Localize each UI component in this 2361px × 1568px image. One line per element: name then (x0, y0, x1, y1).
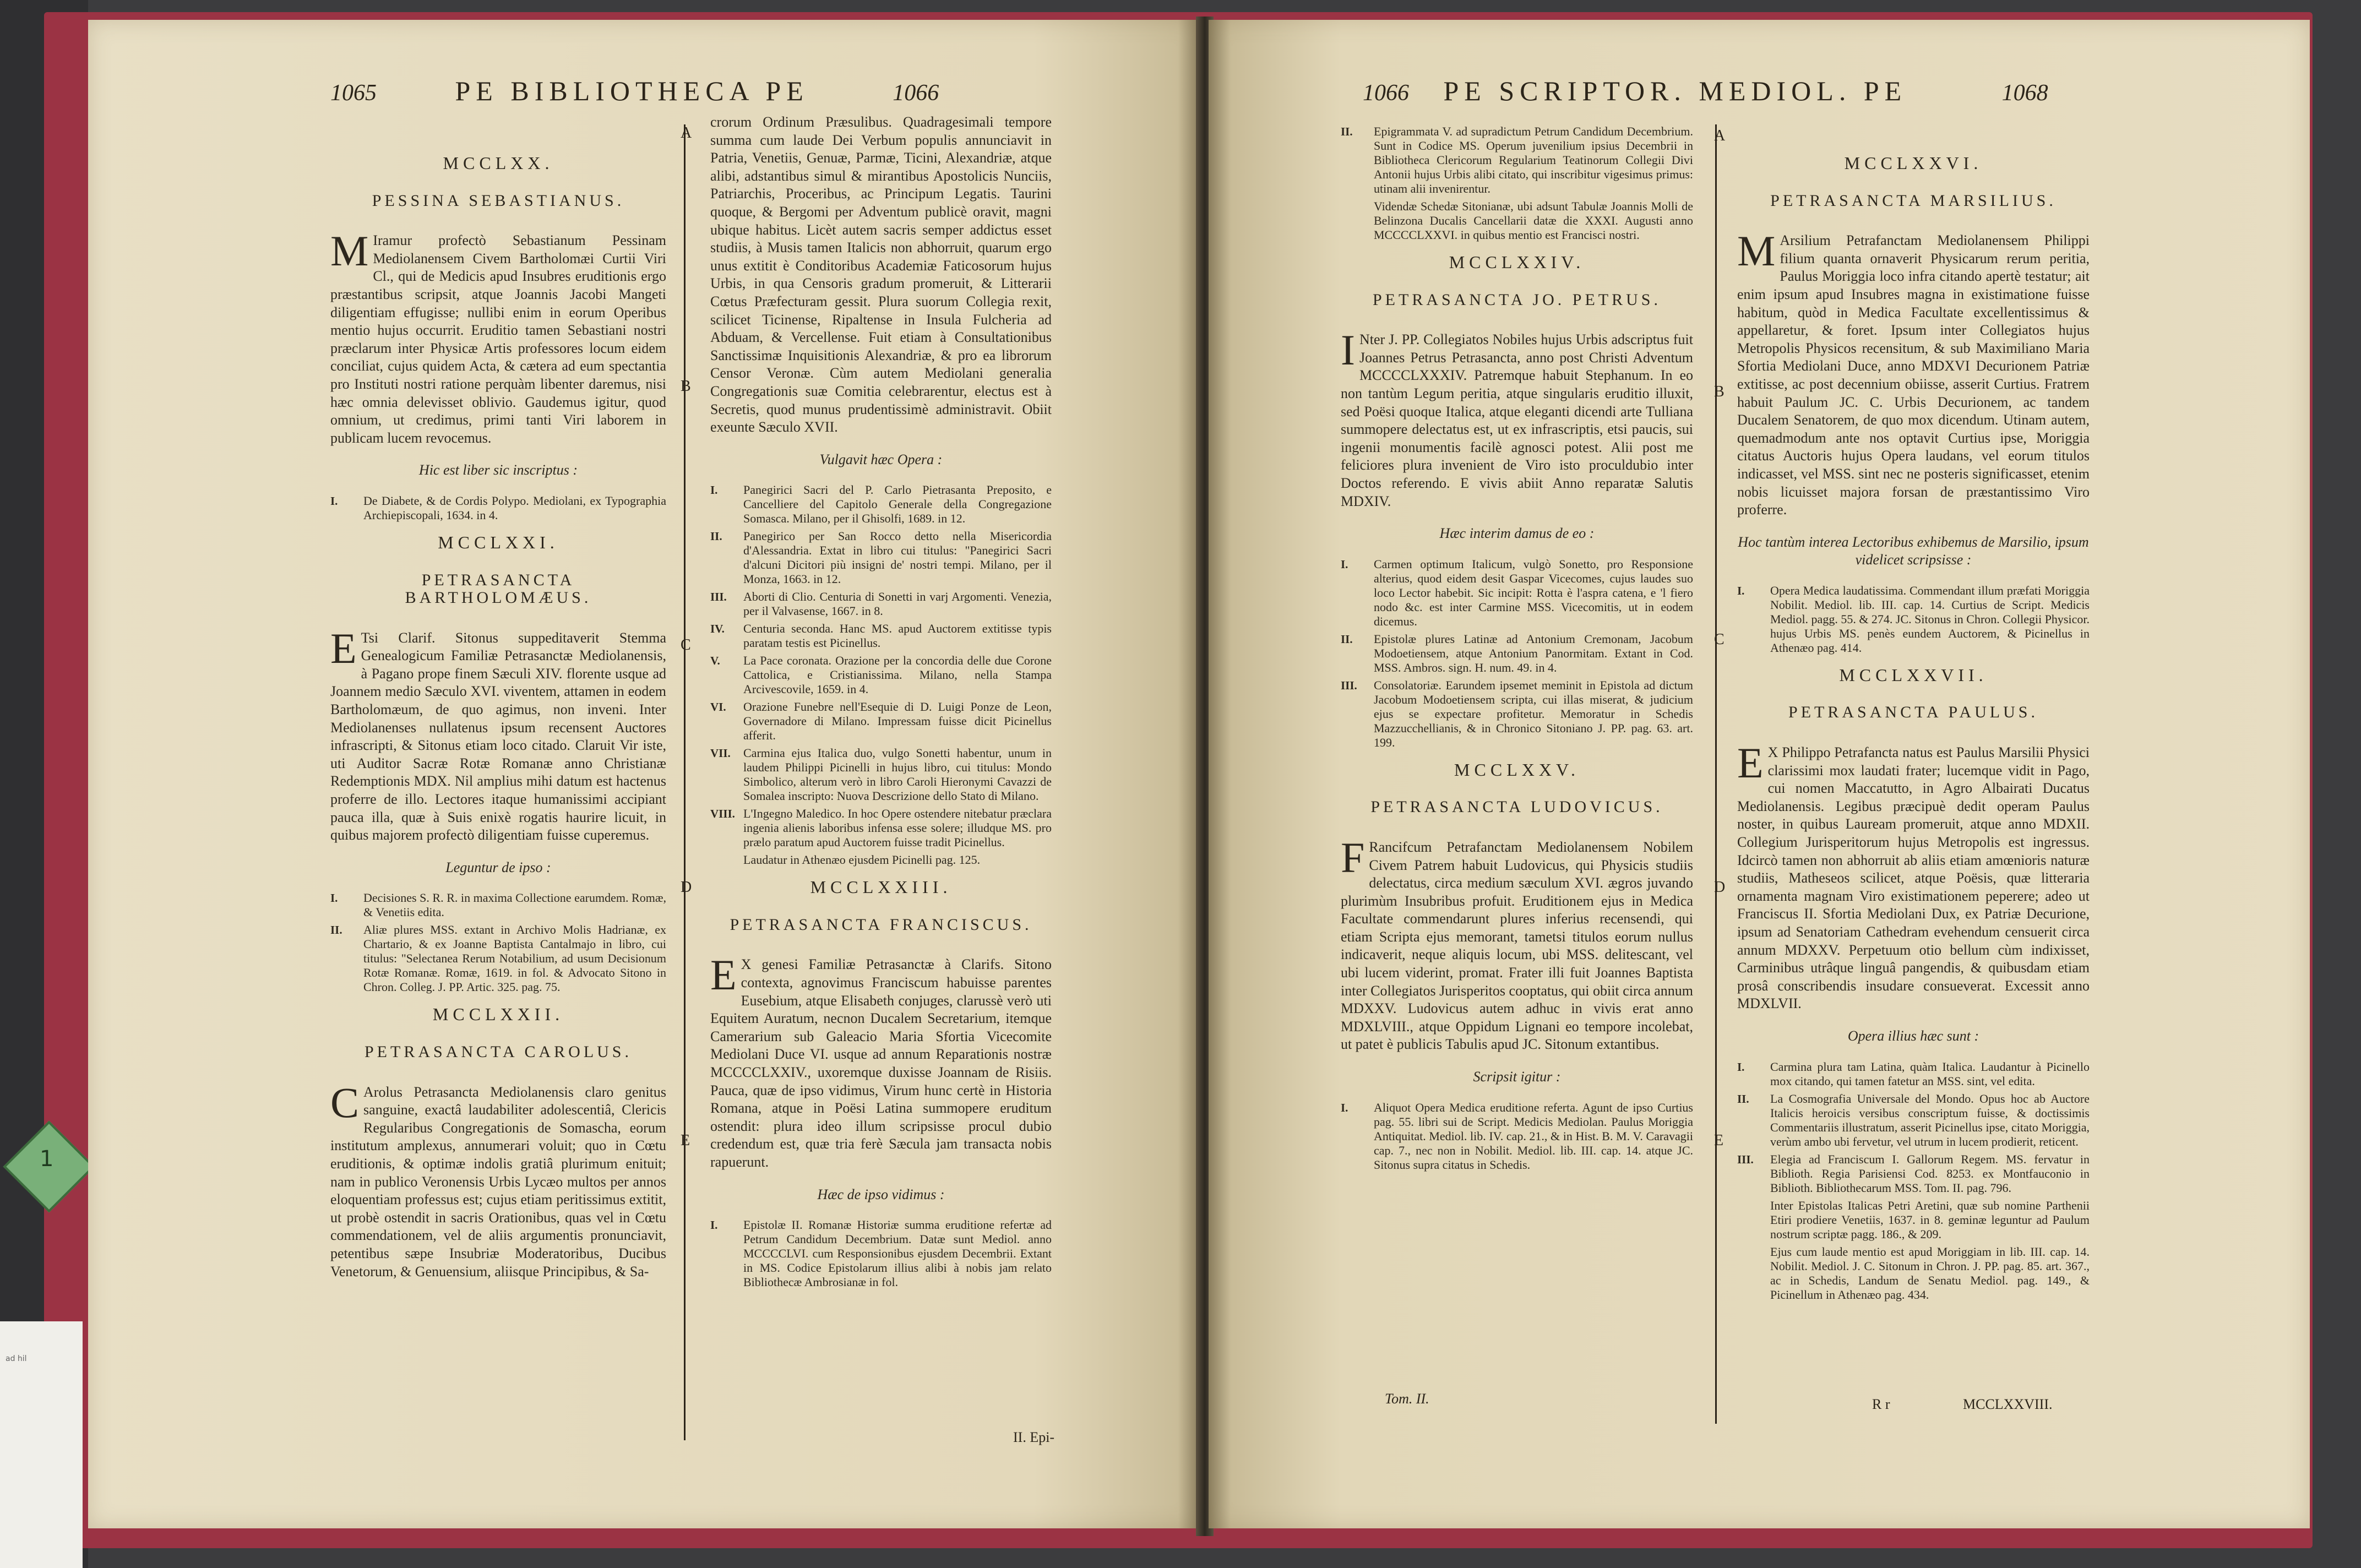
slip-label: ad hil (6, 1354, 27, 1363)
list-item: Inter Epistolas Italicas Petri Aretini, quæ sub nomine Parthenii Etiri prodiere Venetiis, 1637. in 8. geminæ leguntur ad Paulum nostrum scriptæ pagg. 186., & 209. (1770, 1198, 2090, 1241)
margin-letter-e: E (681, 1132, 690, 1149)
entry-body: C Arolus Petrasancta Mediolanensis claro genitus sanguine, exactâ laudabiliter adolescentiâ, Clericis Regularibus Congregationis de Somascha, eorum institutum amplexus, annumerari voluit; quo in Cœtu eruditionis, & optimæ indolis gratiâ plurimum enituit; nam in publico Veronensis Urbis Lycæo multos per annos eloquentiam professus est; cujus etiam peritissimus extitit, ut probè ostendit in sacris Orationibus, quas vel in Cœtu commendationem, vel de aliis argumentis pronunciavit, petentibus sæpe Insubriæ Moderatoribus, Ducibus Venetorum, & Genuensium, aliisque Principibus, & Sa- (330, 1078, 666, 1280)
works-list (330, 891, 666, 994)
entry-body: I Nter J. PP. Collegiatos Nobiles hujus Urbis adscriptus fuit Joannes Petrus Petrasancta, anno post Christi Adventum MCCCCLXXXIV. Patremque habuit Stephanum. In eo non tantùm Legum peritia, atque singularis eruditio illuxit, sed Poësi quoque Italica, atque eleganti dicendi arte Tulliana summopere delectatus est, ut ex infrascriptis, etsi paucis, sui ingenii monumentis facilè agnosci potest. Alii post me feliciores plura invenient de Viro isto proculdubio inter Doctos referendo. E vivis abiit Anno reparatæ Salutis MDXIV. (1341, 326, 1693, 509)
entry-body: E X genesi Familiæ Petrasanctæ à Clarifs. Sitono contexta, agnovimus Franciscum habuisse parentes Eusebium, atque Elisabeth conjuges, clarussè verò uti Equitem Auratum, necnon Ducalem Secretarium, itemque Camerarium sub Galeacio Maria Sfortia Vicecomite Mediolani Duce VI. usque ad annum Reparationis nostræ MCCCCLXXIV., uxoremque duxisse Joannam de Risiis. Pauca, quæ de ipso vidimus, Virum hunc certè in Historia Romana, atque in Poësi Latina summopere eruditum ostendit: plura ideo illum scripsisse procul dubio credendum est, quæ tria ferè Sæcula jam transacta nobis rapuerunt. (710, 951, 1052, 1170)
laudatur-line: Laudatur in Athenæo ejusdem Picinelli pag. 125. (743, 853, 981, 867)
list-item: VIII. L'Ingegno Maledico. In hoc Opere ostendere nitebatur præclara ingenia alienis laboribus infensa esse solere; illudque MS. pro prælo paratum apud Auctorem fuisse tradit Picinellus. (710, 807, 1052, 850)
list-item: I. Carmina plura tam Latina, quàm Italica. Laudantur à Picinello mox citando, qui tamen fatetur an MSS. sint, vel edita. (1737, 1059, 2090, 1088)
left-page (88, 20, 1200, 1528)
subheading: Scripsit igitur : (1473, 1069, 1561, 1085)
entry-body: E X Philippo Petrafancta natus est Paulus Marsilii Physici clarissimi mox laudati frater; lucemque vidit in Pago, cui nomen Maccatutto, in Agro Albairati Ducatus Mediolanensis. Legibus præcipuè dedit operam Paulus noster, in quibus Lauream promeruit, atque anno MDXII. Collegium Jurisperitorum hujus Metropolis est ingressus. Idcircò tamen non abhorruit ab aliis etiam amœnioris naturæ studiis, Matheseos scilicet, atque Poësis, quæ litteraria ornamenta magnam Viro existimationem peperere; adeo ut Franciscus II. Sfortia Mediolani Dux, ex Patriæ Decurione, ipsum ad Senatoriam Cathedram evehendum censuerit circa annum MDXXV. Perpetuum otio bellum cùm indixisset, Carminibus utrâque linguâ pangendis, & quibusdam etiam prosâ conscribendis insudare consueverat. Excessit anno MDXLVII. (1737, 739, 2090, 1012)
list-item: I. Panegirici Sacri del P. Carlo Pietrasanta Preposito, e Cancelliere del Capitolo Generale della Congregazione Somasca. Milano, per il Ghisolfi, 1689. in 12. (710, 483, 1052, 526)
drop-capital: M (330, 227, 369, 275)
drop-capital: E (1737, 739, 1764, 787)
margin-letter-e: E (1714, 1132, 1724, 1149)
entry-title: PETRASANCTA PAULUS. (1788, 703, 2038, 722)
list-item: II. Panegirico per San Rocco detto nella Misericordia d'Alessandria. Extat in libro cui titulus: "Panegirici Sacri d'alcuni Dicitori più insigni de' nostri tempi. Milano, per il Monza, 1663. in 12. (710, 529, 1052, 586)
running-title: PE SCRIPTOR. MEDIOL. PE (1443, 75, 1907, 106)
left-column-1 (330, 146, 666, 1291)
signature-mark: R r (1872, 1396, 1890, 1412)
works-list (1341, 1101, 1693, 1172)
subheading: Hic est liber sic inscriptus : (418, 462, 578, 478)
volume-signature: Tom. II. (1385, 1391, 1429, 1407)
right-column-1 (1341, 124, 1693, 1183)
works-list (1341, 124, 1693, 242)
page-number-1066: 1066 (1363, 80, 1409, 106)
margin-letter-b: B (1714, 383, 1724, 400)
drop-capital: I (1341, 326, 1355, 374)
list-item: IV. Centuria seconda. Hanc MS. apud Auctorem extitisse typis paratam testis est Picinellus. (710, 622, 1052, 650)
entry-title: PETRASANCTA BARTHOLOMÆUS. (405, 570, 592, 607)
works-list (1737, 584, 2090, 655)
drop-capital: M (1737, 227, 1776, 275)
running-title: PE BIBLIOTHECA PE (455, 75, 809, 106)
entry-title: PESSINA SEBASTIANUS. (372, 191, 625, 210)
catchword: II. Epi- (1013, 1429, 1055, 1445)
right-column-2 (1737, 146, 2090, 1313)
subheading: Hoc tantùm interea Lectoribus exhibemus de Marsilio, ipsum videlicet scripsisse : (1738, 533, 2089, 568)
list-item: III. Consolatoriæ. Earundem ipsemet meminit in Epistola ad dictum Jacobum Modoetiensem scripta, cui illas miserat, & judicium ejus se expectare profitetur. Memoratur in Schedis Mazzucchellianis, & in Chronico Sitoniano J. PP. pag. 63. art. 199. (1341, 678, 1693, 749)
entry-body: crorum Ordinum Præsulibus. Quadragesimali tempore summa cum laude Dei Verbum populis annunciavit in Patria, Venetiis, Genuæ, Parmæ, Ticini, Alexandriæ, atque alibi, adstantibus simul & mirantibus Apostolicis Nunciis, Patriarchis, Proceribus, ac Principum Legatis. Taurini quoque, & Bergomi per Adventum publicè oravit, magni ubique habitus. Licèt autem sacris semper addictus esset studiis, à Musis tamen Italicis non abhorruit, quarum ergo unus extitit è Conditoribus Academiæ Faticosorum hujus Urbis, in qua Censoris gradum promeruit, & Litterarii Cœtus Præfecturam gessit. Plura suorum Collegia rexit, scilicet Ticinense, Ripaltense in Insula Fulcheria ad Abduam, & Vercellense. Fuit etiam à Consultationibus Sanctissimæ Inquisitionis Alexandriæ, & pro ea librorum Censor Veronæ. Cùm autem Mediolani generalia Congregationis suæ Comitia celebrarentur, electus est à Secretis, quod munus prudentissimè administravit. Obiit exeunte Sæculo XVII. (710, 114, 1052, 435)
margin-letter-c: C (1714, 631, 1724, 648)
entry-number: MCCLXXVII. (1839, 665, 1988, 685)
subheading: Leguntur de ipso : (445, 859, 551, 875)
works-list (1341, 557, 1693, 750)
margin-letter-a: A (1714, 127, 1726, 144)
list-item: VII. Carmina ejus Italica duo, vulgo Sonetti habentur, unum in laudem Philippi Picinelli in hujus libro, cui titulus: Mondo Simbolico, alterum verò in libro Caroli Hieronymi Cavazzi de Somalea inscripto: Nuova Descrizione dello Stato di Milano. (710, 746, 1052, 803)
works-list (330, 494, 666, 522)
list-item: VI. Orazione Funebre nell'Esequie di D. Luigi Ponze de Leon, Governadore di Milano. Impressam fuisse dicit Picinellus afferit. (710, 700, 1052, 743)
list-item: II. Epistolæ plures Latinæ ad Antonium Cremonam, Jacobum Modoetiensem, atque Antonium Panormitam. Extant in Cod. MSS. Ambros. sign. H. num. 49. in 4. (1341, 631, 1693, 674)
drop-capital: E (710, 951, 737, 999)
list-item: II. La Cosmografia Universale del Mondo. Opus hoc ab Auctore Italicis heroicis versibus conscriptum fuisse, & doctissimis Commentariis illustratum, asserit Picinellus ipse, citato Moriggia, verùm ambo ubi fervetur, vel utrum in lucem prodierit, reticent. (1737, 1091, 2090, 1148)
entry-body: M Iramur profectò Sebastianum Pessinam Mediolanensem Civem Bartholomæi Curtii Viri Cl., qui de Medicis apud Insubres eruditionis ergo præstantibus scripsit, atque Joannis Jacobi Mangeti diligentiam effugisse; nullibi enim in eorum Operibus mentio hujus occurrit. Eruditio tamen Sebastiani nostri præclarum inter Physicæ Artis professores locum eidem conciliat, cujus quidem Acta, & cætera ad eum spectantia pro Instituti nostri ratione perquàm libenter daremus, nisi hæc omnia delevisset oblivio. Gaudemus igitur, quod omnium, ut credimus, primi tanti Viri laborem in publicam lucem revocemus. (330, 227, 666, 446)
works-list (710, 483, 1052, 867)
drop-capital: C (330, 1078, 360, 1126)
page-number-1066: 1066 (893, 80, 939, 106)
entry-number: MCCLXXVI. (1844, 153, 1983, 173)
tab-label: 1 (40, 1146, 54, 1172)
column-rule (684, 124, 686, 1440)
list-item: Videndæ Schedæ Sitonianæ, ubi adsunt Tabulæ Joannis Molli de Belinzona Ducalis Cancellarii datæ die XXXI. Augusti anno MCCCCLXXVI. in quibus mentio est Francisci nostri. (1374, 199, 1693, 242)
entry-title: PETRASANCTA CAROLUS. (365, 1043, 632, 1061)
list-item: II. Epigrammata V. ad supradictum Petrum Candidum Decembrium. Sunt in Codice MS. Operum juvenilium ipsius Decembrii in Bibliotheca Clericorum Regularium Teatinorum Collegii Divi Antonii hujus Urbis alibi citato, qui inscribitur vigesimus primus: utinam alii invenirentur. (1341, 124, 1693, 195)
left-column-2 (710, 113, 1052, 1300)
list-item: III. Aborti di Clio. Centuria di Sonetti in varj Argomenti. Venezia, per il Valvasense, 1667. in 8. (710, 590, 1052, 618)
entry-number: MCCLXXII. (432, 1004, 564, 1025)
margin-letter-d: D (681, 879, 692, 896)
list-item: V. La Pace coronata. Orazione per la concordia delle due Corone Cattolica, e Cristianissima. Milano, nella Stampa Arcivescovile, 1659. in 4. (710, 654, 1052, 696)
entry-title: PETRASANCTA MARSILIUS. (1770, 191, 2057, 210)
entry-number: MCCLXX. (443, 153, 554, 173)
page-number-1068: 1068 (2001, 80, 2048, 106)
entry-body: M Arsilium Petrafanctam Mediolanensem Philippi filium quanta ornaverit Physicarum rerum peritia, Paulus Moriggia loco infra citando apertè testatur; ait enim ipsum apud Insubres magna in existimatione fuisse habitum, quòd in Medica Facultate excellentissimus & appellaretur, & foret. Ipsum inter Collegiatos hujus Metropolis Physicos recensitum, & sub Maximiliano Maria Sfortia Mediolani Duce, anno MDXVI Decurionem Patriæ extitisse, ac post decennium obiisse, asserit Curtius. Fratrem habuit Paulum JC. C. Urbis Decurionem, ac tandem Ducalem Senatorem, de quo mox dicendum. Utinam autem, quemadmodum ante nos optavit Curtius ipse, Moriggia citatus Auctoris hujus Opera laudans, vel eorum titulos indicasset, vel MSS. sint nec ne posteris significasset, etenim nobis licuisset majora forsan de præstantissimo Viro proferre. (1737, 227, 2090, 518)
subheading: Vulgavit hæc Opera : (819, 451, 943, 467)
entry-title: PETRASANCTA JO. PETRUS. (1372, 290, 1661, 309)
subheading: Hæc de ipso vidimus : (817, 1186, 945, 1202)
entry-body: F Rancifcum Petrafanctam Mediolanensem Nobilem Civem Patrem habuit Ludovicus, qui Physicis studiis delectatus, circa medium sæculum XVI. ægros juvando plurimùm Insubribus profuit. Eruditionem ejus in Medica Facultate commendarunt plures inferius recensendi, qui etiam Scripta ejus memorant, tametsi titulos eorum nullus indicaverit, neque aliquis locum, ubi MSS. delitescant, vel ubi lucem viderint, promat. Frater illi fuit Joannes Baptista inter Collegiatos Jurisperitos cooptatus, qui obiit circa annum MDXXV. Ludovicus autem adhuc in vivis erat anno MDXLVIII., atque Oppidum Lignani eo tempore incolebat, ut patet è publicis Tabulis apud JC. Sitonum extantibus. (1341, 833, 1693, 1053)
list-item: I. Opera Medica laudatissima. Commendant illum præfati Moriggia Nobilit. Mediol. lib. III. cap. 14. Curtius de Script. Medicis Mediol. pagg. 55. & 274. JC. Sitonus in Chron. Collegii Physicor. hujus Urbis MS. penès eundem Auctorem, & Picinellus in Athenæo pag. 414. (1737, 583, 2090, 655)
right-page (1209, 20, 2310, 1528)
entry-number: MCCLXXIV. (1449, 252, 1585, 272)
entry-title: PETRASANCTA LUDOVICUS. (1370, 798, 1663, 816)
list-item: I. Epistolæ II. Romanæ Historiæ summa eruditione refertæ ad Petrum Candidum Decembrium. Datæ sunt Mediol. anno MCCCCLVI. cum Responsionibus ejusdem Decembrii. Extant in MS. Codice Epistolarum illius alibi à nobis jam relato Bibliothecæ Ambrosianæ in fol. (710, 1218, 1052, 1289)
list-item: III. Elegia ad Franciscum I. Gallorum Regem. MS. fervatur in Biblioth. Regia Parisiensi Cod. 8253. ex Montfauconio in Biblioth. Bibliothecarum MSS. Tom. II. pag. 796. (1737, 1152, 2090, 1195)
list-item: I. Carmen optimum Italicum, vulgò Sonetto, pro Responsione alterius, quod eidem desit Gaspar Vicecomes, cujus laudes suo loco Lector habebit. Sic incipit: Rotta è l'aspra catena, e 'l fiero nodo &c. est inter Carmine MSS. Vicecomitis, ut in eodem dicemus. (1341, 557, 1693, 628)
margin-letter-a: A (681, 124, 692, 141)
margin-letter-b: B (681, 378, 691, 395)
running-head-right (1363, 75, 2048, 107)
drop-capital: E (330, 624, 357, 672)
entry-number: MCCLXXV. (1454, 759, 1580, 780)
subheading: Hæc interim damus de eo : (1439, 525, 1595, 542)
list-item: I. De Diabete, & de Cordis Polypo. Mediolani, ex Typographia Archiepiscopali, 1634. in 4. (330, 493, 666, 522)
entry-number: MCCLXXIII. (810, 877, 952, 897)
running-head-left (330, 75, 939, 107)
catchword: MCCLXXVIII. (1963, 1396, 2053, 1412)
column-rule (1715, 124, 1717, 1424)
list-item: Ejus cum laude mentio est apud Moriggiam in lib. III. cap. 14. Nobilit. Mediol. J. C. Sitonum in Chron. J. PP. pag. 85. art. 367., ac in Schedis, Landum de Senatu Mediol. pag. 149., & Picinellum in Athenæo pag. 434. (1770, 1244, 2090, 1302)
entry-number: MCCLXXI. (438, 532, 559, 552)
subheading: Opera illius hæc sunt : (1847, 1027, 1979, 1044)
list-item: II. Aliæ plures MSS. extant in Archivo Molis Hadrianæ, ex Chartario, & ex Joanne Baptista Cantalmajo in libro, cui titulus: "Selectanea Rerum Notabilium, ad usum Decisionum Rotæ Romanæ. Romæ, 1619. in fol. & Advocato Sitono in Chron. Colleg. J. PP. Artic. 325. pag. 75. (330, 923, 666, 994)
drop-capital: F (1341, 833, 1365, 881)
entry-body: E Tsi Clarif. Sitonus suppeditaverit Stemma Genealogicum Familiæ Petrasanctæ Mediolanensis, à Pagano prope finem Sæculi XIV. florente usque ad Joannem medio Sæculo XVI. viventem, attamen in eodem Bartholomæum, de quo agimus, non inveni. Inter Mediolanenses nullatenus ipsum recensent Auctores infrascripti, & Sitonus etiam loco citado. Claruit Vir iste, uti Auditor Sacræ Rotæ Romanæ anno Christianæ Redemptionis MDX. Nil amplius mihi datum est hactenus proferre de illo. Lectores itaque humanissimi accipiant pauca illa, quæ à Suis enixè rogatis haurire licuit, in quibus majorem profectò diligentiam fuisse cuperemus. (330, 624, 666, 843)
margin-letter-d: D (1714, 879, 1726, 896)
list-item: I. Decisiones S. R. R. in maxima Collectione earumdem. Romæ, & Venetiis edita. (330, 891, 666, 919)
page-number-1065: 1065 (330, 80, 377, 106)
works-list (1737, 1060, 2090, 1302)
margin-letter-c: C (681, 636, 691, 654)
works-list (710, 1218, 1052, 1289)
entry-title: PETRASANCTA FRANCISCUS. (730, 915, 1032, 934)
list-item: I. Aliquot Opera Medica eruditione referta. Agunt de ipso Curtius pag. 55. libri sui de Script. Medicis Mediolan. Paulus Moriggia Antiquitat. Mediol. lib. IV. cap. 21., & in Hist. B. M. V. Caravagii cap. 7., nec non in Nobilit. Mediol. lib. III. cap. 14. atque JC. Sitonus supra citatus in Schedis. (1341, 1100, 1693, 1172)
